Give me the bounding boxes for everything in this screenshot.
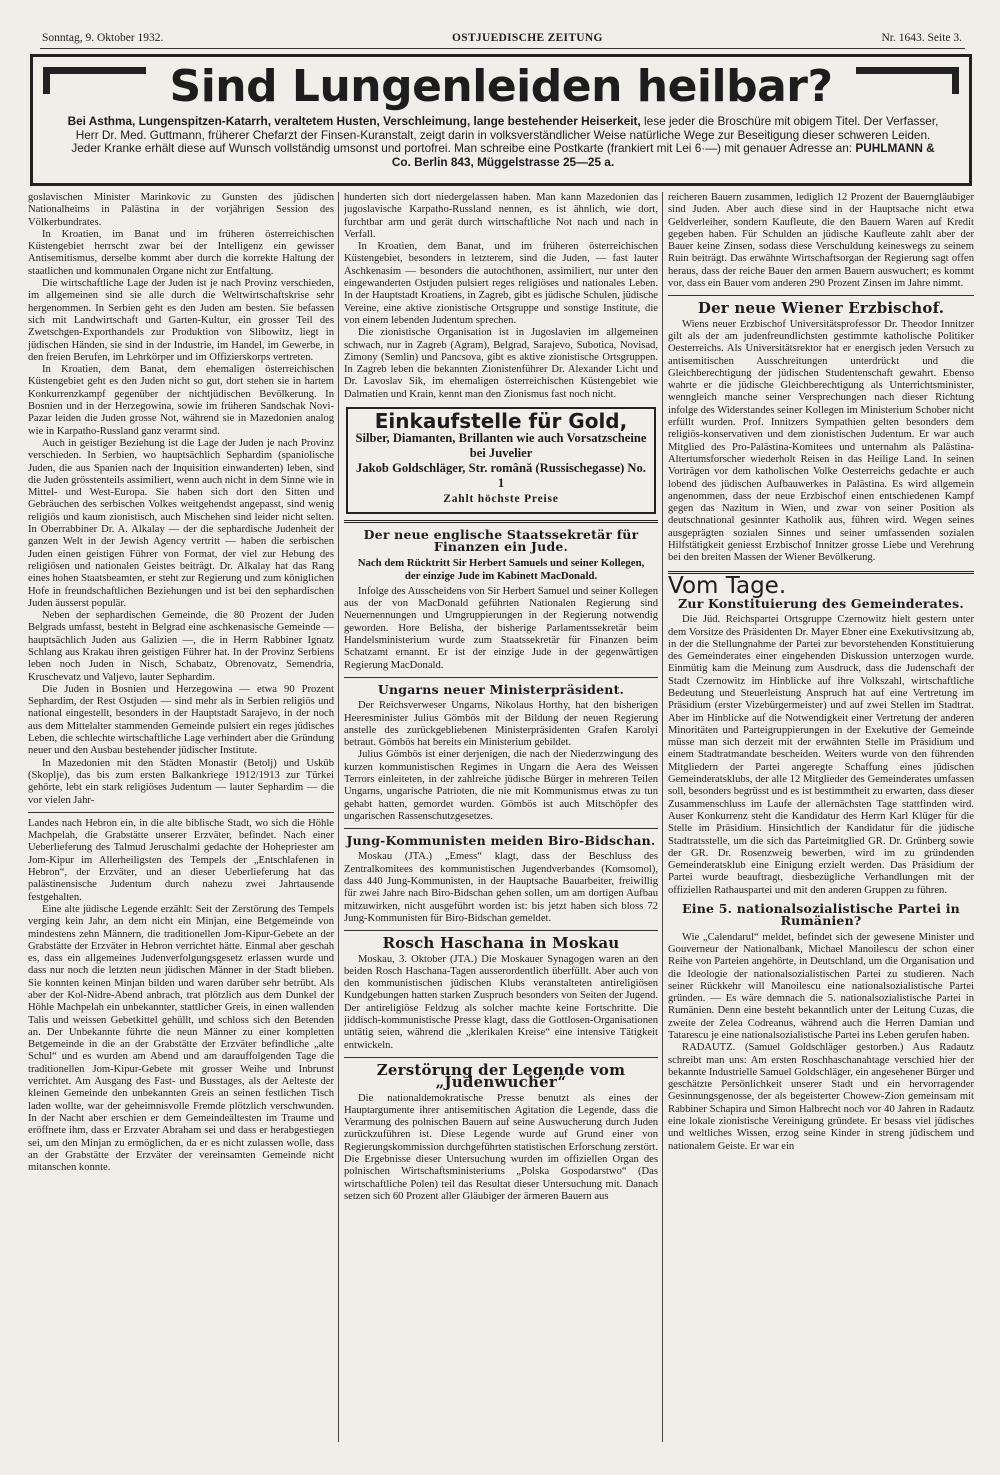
column-2: [344, 192, 658, 1442]
page-header: [42, 32, 962, 46]
header-issue: Nr. 1643. Seite 3.: [881, 32, 962, 44]
ad-body: [65, 115, 941, 169]
article-heading: Eine 5. nationalsozialistische Partei in Rumänien?: [682, 901, 960, 929]
article-paragraph: Moskau, 3. Oktober (JTA.) Die Moskauer Synagogen waren an den beiden Rosch Haschana-Tagen ausserordentlich überfüllt. Aber auch von den kommunistischen jüdischen Klubs veranstalteten antireligiösen Kundgebungen hatten starken Zuspruch besonders von Seiten der Jugend. Der antireligiöse Feldzug als solcher machte keine Fortschritte. Die jiddisch-kommunistische Presse klagt, dass die Gottlosen-Organisationen untätig seien, während die „klerikalen Kreise“ eine intensive Tätigkeit entwickeln.: [344, 953, 658, 1051]
article-heading: Zerstörung der Legende vom „Judenwucher“: [376, 1060, 626, 1092]
article-paragraph: Landes nach Hebron ein, in die alte biblische Stadt, wo sich die Höhle Machpelah, die Grabstätte unserer Erzväter, befindet. Nach einer Ueberlieferung des Talmud Jeruschalmi gedachte der Hohepriester am Jom-Kipur im Allerheiligsten des Tempels der „Entschlafenen in Hebron“, der Erzväter, und an dieser Ueberlieferung hat das palästinensische Judentum durch nahezu zwei Jahrtausende festgehalten.: [28, 817, 334, 903]
article-heading: Der neue Wiener Erzbischof.: [697, 299, 945, 318]
article-paragraph: Moskau (JTA.) „Emess“ klagt, dass der Beschluss des Zentralkomitees des kommunistischen Jugendverbandes (Komsomol), dass 440 Jung-Kommunisten, in der Hauptsache Bauarbeiter, freiwillig für zwei Jahre nach Biro-Bidschan gehen sollen, um am dortigen Aufbau mitzuwirken, nicht ausgeführt worden ist: bis jetzt haben sich bloss 72 Jung-Kommunisten für Biro-Bidschan gemeldet.: [344, 851, 658, 924]
article-paragraph: In Mazedonien mit den Städten Monastir (Betolj) und Usküb (Skoplje), das bis zum ersten Balkankriege 1912/1913 zur Türkei gehörte, lebt ein stark religiöses Judentum — lauter Sephardim — die vor vielen Jahr-: [28, 757, 334, 806]
article-heading: Der neue englische Staatssekretär für Finanzen ein Jude.: [363, 526, 639, 554]
article-paragraph: Julius Gömbös ist einer derjenigen, die nach der Niederzwingung des kurzen kommunistischen Regimes in Ungarn die Aera des Weissen Terrors einleiteten, in der zahlreiche jüdische Bürger in mehreren Teilen Ungarns, ungarische Patrioten, die nie mit Kommunismus etwas zu tun gehabt hatten, gemordet wurden. Gömbös ist auch Mitschöpfer des ungarischen Rassenschutzgesetzes.: [344, 749, 658, 822]
article-paragraph: Die wirtschaftliche Lage der Juden ist je nach Provinz verschieden, im allgemeinen sind sie alle durch die Weltwirtschaftskrise sehr hergenommen. In Serbien geht es den Juden am besten. Sie befassen sich mit Landwirtschaft und Garten-Kultur, ein grosser Teil des Zwetschgen-Exporthandels zur Produktion von Slibowitz, liegt in jüdischen Händen, sie sind in der Industrie, im Handel, im Gewerbe, in den freien Berufen, im Lehrkörper und im Offizierskorps vertreten.: [28, 278, 334, 363]
article-subheading: Nach dem Rücktritt Sir Herbert Samuels und seiner Kollegen, der einzige Jude im Kabinett MacDonald.: [357, 557, 645, 582]
column-3: [668, 192, 974, 1442]
gold-ad-line: Silber, Diamanten, Brillanten wie auch Vorsatzscheine bei Juvelier: [355, 431, 647, 461]
section-rule: [344, 1057, 658, 1058]
article-paragraph: reicheren Bauern zusammen, lediglich 12 Prozent der Bauerngläubiger sind Juden. Aber auch diese sind in der Hauptsache nicht etwa Geldverleiher, sondern Kaufleute, die den Bauern Waren auf Kredit gegeben haben. Für Schulden an jüdische Kaufleute zahlt aber der Bauer keine Zinsen, sodass diese Verschuldung keineswegs zu seinem Ruin beiträgt. Das erwähnte Wirtschaftsorgan der Regierung sagt offen heraus, dass der reiche Bauer den armen Bauern auswuchert; es kommt vor, dass ein Bauer vom anderen 290 Prozent Zinsen im Jahre nimmt.: [668, 192, 974, 290]
article-paragraph: hunderten sich dort niedergelassen haben. Man kann Mazedonien das jugoslavische Karpatho-Russland nennen, es ist ähnlich, wie dort, furchtbar arm und gerät durch wirtschaftliche Not nach und nach in Verfall.: [344, 192, 658, 240]
article-paragraph: Neben der sephardischen Gemeinde, die 80 Prozent der Juden Belgrads umfasst, besteht in Belgrad eine aschkenasische Gemeinde — hauptsächlich Juden aus Galizien —, die in Herrn Rabbiner Ignatz Schlang aus Krakau ihren geistigen Führer hat. In der Provinz Serbiens leben noch Juden in Nisch, Schabatz, Obrenovatz, Semendria, Kruschevatz und Valjevo, lauter Sephardim.: [28, 610, 334, 683]
gold-buyer-advertisement: [346, 407, 656, 514]
ad-address: PUHLMANN & Co. Berlin 843, Müggelstrasse 25—25 a.: [391, 141, 935, 169]
gold-ad-title: Einkaufstelle für Gold,: [374, 409, 628, 434]
ad-text: lese jeder die Broschüre mit obigem Titel. Der Verfasser, Herr Dr. Med. Guttmann, früherer Chefarzt der Finsen-Kuranstalt, zeigt darin in volksverständlicher Weise natürliche Wege zur Beseitigung dieser schweren Leiden. Jeder Kranke erhält diese auf Wunsch vollständig umsonst und portofrei. Man schreibe eine Postkarte (frankiert mit Lei 6·—) mit genauer Adresse an:: [71, 114, 939, 155]
section-rule: [668, 295, 974, 296]
gold-ad-line: Zahlt höchste Preise: [443, 493, 559, 506]
article-paragraph: Wie „Calendarul“ meldet, befindet sich der gewesene Minister und Gouverneur der Nationalbank, Michael Manoilescu der schon einer Reihe von Parteien angehörte, in Deutschland, um die Organisation und die Ideologie der nationalsozialistischen Partei zu studieren. Nach seiner Rückkehr will Manoilescu eine nationalsozialistische Partei gründen. — Es wäre demnach die 5. nationalsozialistische Partei in Rumänien. Denn eine besteht bekanntlich unter der Leitung Cuzas, die zweite der Zelea Codreanus, während auch die Herren Damian und Tatarescu je eine nationalsozialistische Partei ins Leben gerufen haben.: [668, 931, 974, 1041]
header-date: Sonntag, 9. Oktober 1932.: [42, 32, 164, 44]
column-1: [28, 192, 334, 1442]
article-paragraph: Infolge des Ausscheidens von Sir Herbert Samuel und seiner Kollegen aus der von MacDonald geführten Nationalen Regierung sind Neuernennungen und Umgruppierungen in der Regierung notwendig geworden. Hore Belisha, der bisherige Parlamentssekretär beim Handelsministerium wurde zum Staatssekretär für Finanzen beim Schatzamt ernannt. Er ist der einzige Jude in der gegenwärtigen Regierung MacDonald.: [344, 585, 658, 671]
article-paragraph: Auch in geistiger Beziehung ist die Lage der Juden je nach Provinz verschieden. In Serbien, wo hauptsächlich Sephardim (spaniolische Juden, die aus Spanien nach der Inquisition einwanderten) leben, sind die Juden grösstenteils assimiliert, wenn auch nicht in dem Sinne wie in Mittel- und West-Europa. Sie haben sich dort den Sitten und Gebräuchen des serbischen Volkes weitgehendst angepasst, sind wenig religiös und kaum zionistisch, auch Mischehen sind leider nicht selten. In Oberrabbiner Dr. A. Alkalay — der die sephardische Judenheit der ganzen Welt in der Jewish Agency vertritt — haben die serbischen Juden einen geistigen Führer von Format, der viel zur Hebung des religiösen und nationalen Geistes beiträgt. Dr. Alkalay hat das Rang eines hohen Staatsbeamten, er steht zur Regierung und zum königlichen Hofe in freundschaftlichen Beziehungen und ist bei den sephardischen Juden äusserst populär.: [28, 437, 334, 609]
article-paragraph: Die zionistische Organisation ist in Jugoslavien im allgemeinen schwach, nur in Zagreb (Agram), Belgrad, Sarajevo, Subotica, Novisad, Zimony (Semlin) und Pancsova, gibt es aktive zionistische Ortsgruppen. In Zagreb leben die bekannten Zionistenführer Dr. Alexander Licht und Dr. Lavoslav Sik, im ehemaligen österreichischen Küstengebiet wie Dalmatien und Krain, kennt man den Zionismus fast noch nicht.: [344, 327, 658, 400]
article-paragraph: RADAUTZ. (Samuel Goldschläger gestorben.) Aus Radautz schreibt man uns: Am ersten Roschhaschanahtage verschied hier der bekannte Industrielle Samuel Goldschläger, ein angesehener Bürger und geschätzte Persönlichkeit unserer Stadt und ein hervorragender Gesinnungsgenosse, der als begeisterter Chowew-Zion gemeinsam mit Rabbiner Schapira und Simon Halbrecht noch vor 40 Jahren in Radautz eine lokale zionistische Vereinigung gründete. Er besass viel jüdisches und weltliches Wissen, erzog seine Kinder in streng jüdischem und nationalem Geiste. Er war ein: [668, 1042, 974, 1152]
section-rule: [344, 677, 658, 678]
article-paragraph: goslavischen Minister Marinkovic zu Gunsten des jüdischen Nationalheims in Palästina in der vorjährigen Session des Völkerbundrates.: [28, 192, 334, 228]
section-rule: [28, 812, 334, 813]
article-heading: Ungarns neuer Ministerpräsident.: [377, 681, 625, 697]
article-paragraph: Die nationaldemokratische Presse benutzt als eines der Hauptargumente ihrer antisemitischen Agitation die Legende, dass die Verarmung des polnischen Bauern auf seine Auswucherung durch Juden zurückzuführen ist. Diese Legende wurde auf Grund einer von Regierungskommission durchgeführten statistischen Erforschung zerstört. Die Ergebnisse dieser Untersuchung wurden im offiziellen Organ des polnischen Wirtschaftsministeriums „Polska Gospodarstwo“ (Das wirtschaftliche Polen) teil das Resultat dieser Untersuchung mit. Danach setzen sich 60 Prozent aller Gläubiger der ärmeren Bauern aus: [344, 1092, 658, 1202]
article-paragraph: Die Jüd. Reichspartei Ortsgruppe Czernowitz hielt gestern unter dem Vorsitze des Präsidenten Dr. Mayer Ebner eine Exekutivsitzung ab, in der die Stellungnahme der Partei zur bevorstehenden Konstituierung des Gemeinderates einer eingehenden Diskussion unterzogen wurde. Einmütig kam die Meinung zum Ausdruck, dass die Judenschaft der Stadt Czernowitz im Hinblicke auf ihre Volkszahl, wirtschaftliche Bedeutung und Steuerleistung Anspruch hat auf eine Vertretung im Präsidium (erster Vizebürgermeister) und auf zwei Stellen im Stadtrat. Aber im Hinblicke auf die Notwendigkeit einer Vertretung der anderen Minoritäten und Parteigruppierungen in der Exekutive der Gemeinde müsse man sich derzeit mit der erwähnten Stelle im Präsidium und einem Stadtratmandate bescheiden. Weiters wurde von den führenden Mitgliedern der Partei angeregte Schaffung eines jüdischen Gemeinderatsklubs, der alle 12 Mitglieder des Gemeinderates umfassen soll, besonders begrüsst und es ist bestimmtheit zu erwarten, dass dieser Zusammenschluss im Laufe der allernächsten Tage stattfinden wird. Auser Konkurrenz steht die Kandidatur des Herrn Karl Klüger für die Stelle im Präsidium. Hinsichtlich der Kandidatur für die jüdische Stadtratsstelle, um die sich das Parteimitglied GR. Dr. Grünberg sowie der GR. Dr. Rosenzweig bewerben, wird im zu gründenden Gemeinderatsklub eine Einigung erzielt werden. Das Präsidium der Partei wurde beauftragt, diesbezügliche Verhandlungen mit der offiziellen Rathauspartei und mit den anderen Gruppen zu führen.: [668, 614, 974, 896]
column-rule: [662, 192, 663, 1442]
ad-headline: Sind Lungenleiden heilbar?: [169, 61, 833, 112]
article-paragraph: In Kroatien, im Banat und im früheren österreichischen Küstengebiet herrscht zwar bei der Intelligenz ein gewisser Antisemitismus, derselbe kommt aber durch die korrekte Haltung der staatlichen und kommunalen Organe nicht zur Entfaltung.: [28, 228, 334, 277]
header-paper-name: OSTJUEDISCHE ZEITUNG: [452, 32, 603, 44]
advertisement-box: [30, 54, 972, 186]
ad-intro: Bei Asthma, Lungenspitzen-Katarrh, veraltetem Husten, Verschleimung, lange bestehender Heiserkeit,: [67, 114, 641, 128]
column-rule: [338, 192, 339, 1442]
section-title: Vom Tage.: [668, 572, 787, 599]
section-rule: [344, 520, 658, 523]
gold-ad-line: Jakob Goldschläger, Str. română (Russischegasse) No. 1: [356, 461, 646, 491]
section-rule: [344, 828, 658, 829]
article-paragraph: Eine alte jüdische Legende erzählt: Seit der Zerstörung des Tempels verging kein Jahr, an dem nicht ein Minjan, eine Betgemeinde von mindestens zehn Männern, die traditionellen Jom-Kipur-Gebete an der Grabstätte der Erzväter in Hebron verrichtet hätte. Einmal aber geschah es, dass ein allgemeines Judenverfolgungsgesetz erlassen wurde und dass nur noch die letzten neun jüdischen Männer in der Stadt blieben. Sie konnten keinen Minjan bilden und waren darüber sehr betrübt. Als aber der Kol-Nidre-Abend anbrach, trat plötzlich aus dem Dunkel der Höhle Machpelah ein unbekannter, stattlicher Greis, in einen wallenden Talis und weissen Gebetkittel gehüllt, und schloss sich den Betenden an. Der Unbekannte führte die neun Männer zu einer kompletten Betgemeinde in die an der Grabstätte der Erzväter befindliche „alte Schul“ und es wurden am Abend und am darauffolgenden Tage die traditionellen Jom-Kipur-Gebete mit grosser Weihe und Inbrunst verrichtet. Am Ausgang des Fast- und Busstages, als der Aelteste der kleinen Gemeinde den unbekannten Greis an seinen festlichen Tisch laden wollte, war der geheimnisvolle Fremde plötzlich verschwunden. In der Nacht aber erschien er dem Gemeindeältesten im Traume und eröffnete ihm, dass er Erzvater Abraham sei und dass er herabgestiegen sei, um den Minjan zu ermöglichen, da er es nicht zulassen wolle, dass an der Grabstätte der Erzväter der vereinsamten Gemeinde nicht mitanschen konnte.: [28, 903, 334, 1174]
header-rule: [40, 48, 965, 49]
article-paragraph: Wiens neuer Erzbischof Universitätsprofessor Dr. Theodor Innitzer gilt als der am judenfreundlichsten gestimmte katholische Politiker Oesterreichs. Als Universitätsrektor hat er energisch jeden Versuch zu antisemitischen Ausschreitungen unterdrückt und die Gleichberechtigung der jüdischen Studentenschaft gewahrt. Ebenso wahrte er die jüdische Gleichberechtigung als Unterrichtsminister, wenngleich manche seiner Versprechungen nach dieser Richtung infolge des Widerstandes seiner Kollegen im Ministerium Schober nicht erfüllt wurden. Prof. Innitzers Sympathien gelten besonders dem religiös-konservativen und dem zionistischen Judentum. Er war auch Mitglied des Pro-Palästina-Komitees und unternahm als Palästina-Altertumsforscher wiederholt Reisen in das Heilige Land. In seinen Vorträgen vor dem katholischen Volke Oesterreichs gedachte er auch lobend des jüdischen Aufbauwerkes in Palästina. Es wird allgemein angenommen, dass der neue Erzbischof einen entschiedenen Kampf gegen das Nazitum in Wien, und zwar von seiner Position als deutschnational gesinnter Katholik aus, führen wird. Wegen seines ausgeprägten sozialen Sinnes und seiner umfassenden sozialen Hilfstätigkeit geniesst Erzbischof Innitzer grosse Liebe und Verehrung bei den breiten Massen der Wiener Bevölkerung.: [668, 318, 974, 564]
article-paragraph: In Kroatien, dem Banat, und im früheren österreichischen Küstengebiet, besonders in letzterem, sind die Juden, — fast lauter Aschkenasim — besonders die autochthonen, assimiliert, nur unter den eingewanderten Ostjuden pulsiert reges religiöses und nationales Leben. In der Hauptstadt Kroatiens, in Zagreb, gibt es jüdische Schulen, jüdische Vereine, eine aktive zionistische Ortsgruppe und sonstige Institute, die von einem lebenden Judentum sprechen.: [344, 241, 658, 326]
article-heading: Rosch Haschana in Moskau: [382, 934, 620, 953]
article-paragraph: In Kroatien, dem Banat, dem ehemaligen österreichischen Küstengebiet geht es den Juden nicht so gut, dort stehen sie in hartem Konkurrenzkampf gegenüber der nichtjüdischen Bevölkerung. In Bosnien und in der Herzegowina, sowie im früheren Sandschak Novi-Pazar leiden die Juden grosse Not, während sie in Mazedonien analog wie in Karpatho-Russland ganz verarmt sind.: [28, 364, 334, 437]
article-paragraph: Der Reichsverweser Ungarns, Nikolaus Horthy, hat den bisherigen Heeresminister Julius Gömbös mit der Bildung der neuen Regierung anstelle des zurückgebliebenen Ministerpräsidenten Grafen Karolyi betraut. Gömbös hat bereits ein Ministerium gebildet.: [344, 700, 658, 749]
section-rule: [344, 930, 658, 931]
article-heading: Jung-Kommunisten meiden Biro-Bidschan.: [346, 833, 656, 849]
article-paragraph: Die Juden in Bosnien und Herzegowina — etwa 90 Prozent Sephardim, der Rest Ostjuden — sind mehr als in Serbien religiös und national eingestellt, besonders in der Hauptstadt Sarajevo, in der noch aus dem Mittelalter stammenden Gemeinde pulsiert ein reges jüdisches Leben, die schlechte wirtschaftliche Lage verhindert aber die Gründung neuer und den Ausbau bestehender jüdischer Institute.: [28, 683, 334, 757]
article-heading: Zur Konstituierung des Gemeinderates.: [678, 595, 964, 611]
